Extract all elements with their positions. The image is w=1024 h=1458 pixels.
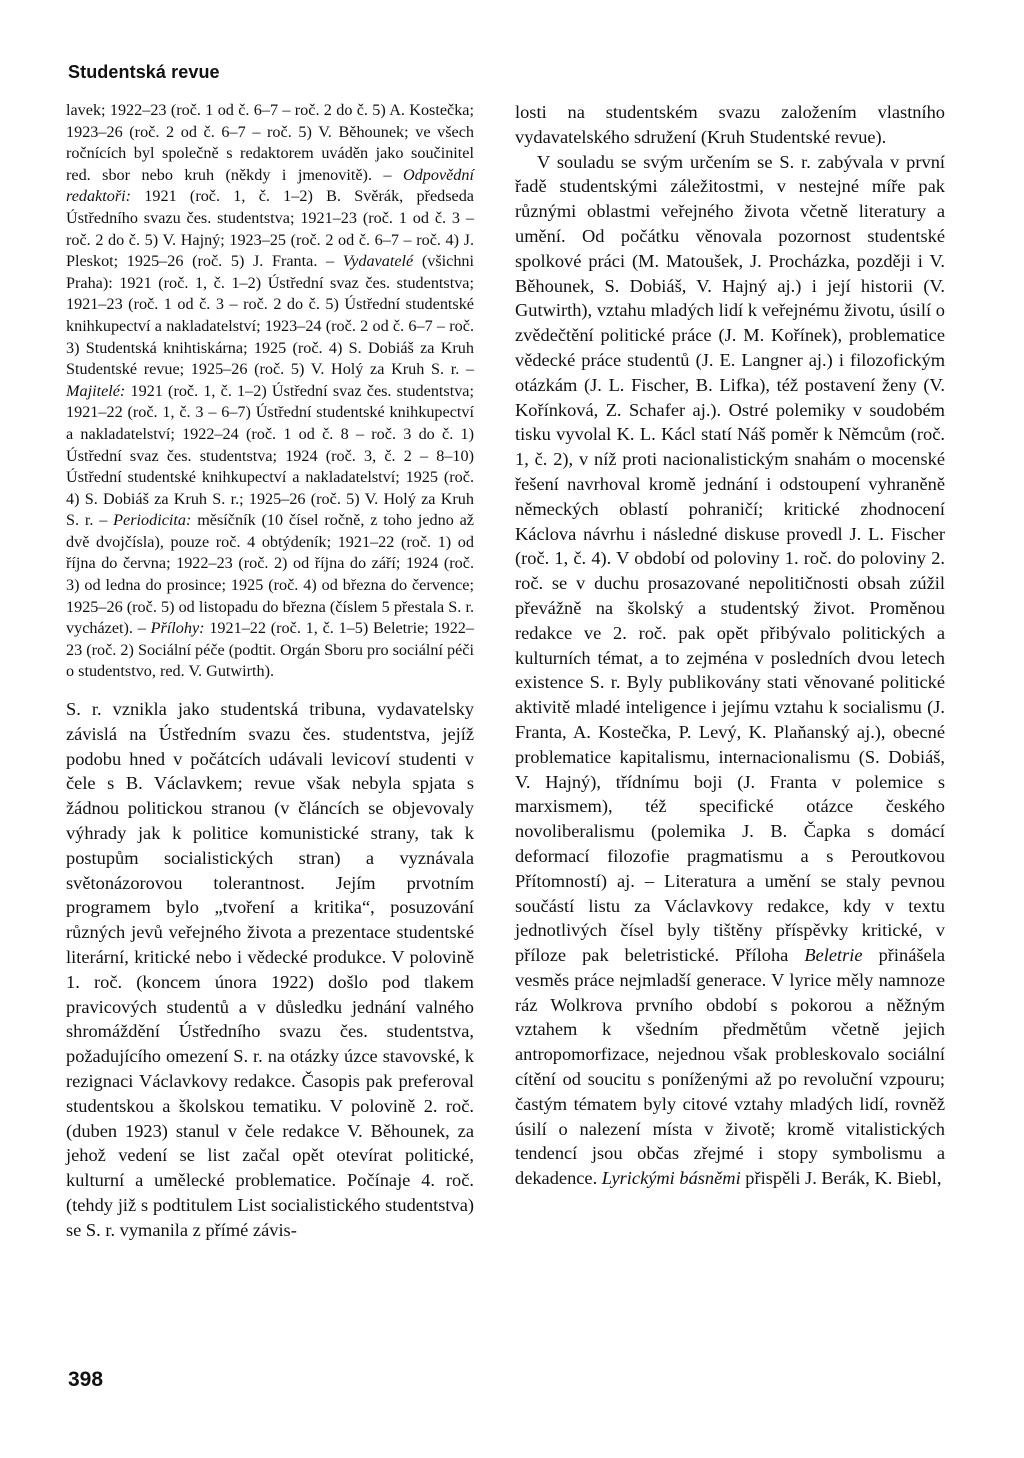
notes-text-1: lavek; 1922–23 (roč. 1 od č. 6–7 – roč. 2 do č. 5) A. Kostečka; 1923–26 (roč. 2 od č. 6–7 – roč. 5) V. Běhounek; ve všech ročnících byl společně s redaktorem uváděn jako součinitel red. sbor nebo kruh (někdy i jmenovitě). – bbox=[66, 101, 474, 184]
italic-lyricke-basne: Lyrickými básněmi bbox=[601, 1168, 741, 1189]
bibliographic-notes bbox=[66, 100, 474, 683]
running-head: Studentská revue bbox=[68, 62, 220, 82]
para-text-a: V souladu se svým určením se S. r. zabývala v první řadě studentskými záležitostmi, v nestejné míře pak různými oblastmi veřejného života včetně literatury a umění. Od počátku věnovala pozornost studentské spolkové práci (M. Matoušek, J. Procházka, později i V. Běhounek, S. Dobiáš, V. Hajný aj.) i její historii (V. Gutwirth), vztahu mladých lidí k veřejnému životu, úsilí o zvědečtění politické práce (J. M. Kořínek), problematice vědecké práce studentů (J. E. Langner aj.) i filozofickým otázkám (J. L. Fischer, B. Lifka), též postavení ženy (V. Kořínková, Z. Schafer aj.). Ostré polemiky v soudobém tisku vyvolal K. L. Kácl statí Náš poměr k Němcům (roč. 1, č. 2), v níž proti nacionalistickým snahám o mocenské řešení navrhoval kromě jednání i odstoupení vyhraněně německých oblastí pohraničí; kritické zhodnocení Káclova návrhu i následné diskuse provedl J. L. Fischer (roč. 1, č. 4). V období od poloviny 1. roč. do poloviny 2. roč. se v duchu prosazované nepolitičnosti obsah zúžil převážně na školský a studentský život. Proměnou redakce ve 2. roč. pak opět přibývalo politických a kulturních témat, a to zejména v posledních dvou letech existence S. r. Byly publikovány stati věnované politické aktivitě mladé inteligence i jejímu vztahu k socialismu (J. Franta, A. Kostečka, P. Levý, K. Plaňanský aj.), obecné problematice kapitalismu, internacionalismu (S. Dobiáš, V. Hajný), třídnímu boji (J. Franta v polemice s marxismem), též specifické otázce českého novoliberalismu (polemika J. B. Čapka s domácí deformací filozofie pragmatismu a s Peroutkovou Přítomností) aj. – Literatura a umění se staly pevnou součástí listu za Václavkovy redakce, kdy v textu jednotlivých čísel byly tištěny příspěvky kritické, v příloze pak beletristické. Příloha bbox=[515, 151, 945, 966]
notes-text-6: 1921–22 (roč. 1, č. 1–5) Beletrie; 1922–23 (roč. 2) Sociální péče (podtit. Orgán Sboru pro sociální péči o studentstvo, red. V. Gutwirth). bbox=[66, 619, 474, 681]
notes-text-5: měsíčník (10 čísel ročně, z toho jedno až dvě dvojčísla), pouze roč. 4 obtýdeník; 1921–22 (roč. 1) od října do června; 1922–23 (roč. 2) od října do září; 1924 (roč. 3) od ledna do prosince; 1925 (roč. 4) od března do července; 1925–26 (roč. 5) od listopadu do března (číslem 5 přestala S. r. vycházet). – bbox=[66, 511, 474, 638]
para-text-b: přinášela vesměs práce nejmladší generace. V lyrice měly namnoze ráz Wolkrova prvního období s pokorou a něžným vztahem k všedním předmětům včetně jejich antropomorfizace, nejednou však probleskovalo sociální cítění od soucitu s poníženými až po revoluční vzpouru; častým tématem byly citové vztahy mladých lidí, rovněž úsilí o nalezení místa v životě; kromě vitalistických tendencí jsou občas zřejmé i stopy symbolismu a dekadence. bbox=[515, 945, 945, 1189]
notes-label-editors: Odpovědní redaktoři: bbox=[66, 165, 474, 206]
notes-label-periodicity: Periodicita: bbox=[113, 511, 192, 530]
notes-text-3: (všichni Praha): 1921 (roč. 1, č. 1–2) Ústřední svaz čes. studentstva; 1921–23 (roč. 1 od č. 3 – roč. 2 do č. 5) Ústřední studentské knihkupectví a nakladatelství; 1923–24 (roč. 2 od č. 6–7 – roč. 3) Studentská knihtiskárna; 1925 (roč. 4) S. Dobiáš za Kruh Studentské revue; 1925–26 (roč. 5) V. Holý za Kruh S. r. – bbox=[66, 252, 474, 379]
right-column bbox=[515, 100, 945, 1191]
notes-label-supplements: Přílohy: bbox=[150, 619, 205, 638]
notes-label-publishers: Vydavatelé bbox=[342, 252, 414, 271]
para-text-c: přispěli J. Berák, K. Biebl, bbox=[740, 1168, 942, 1189]
left-column bbox=[66, 100, 474, 1243]
notes-text-2: 1921 (roč. 1, č. 1–2) B. Svěrák, předseda Ústředního svazu čes. studentstva; 1921–23 (roč. 1 od č. 3 – roč. 2 do č. 5) V. Hajný; 1923–25 (roč. 2 od č. 6–7 – roč. 4) J. Pleskot; 1925–26 (roč. 5) J. Franta. – bbox=[66, 187, 474, 271]
notes-text-4: 1921 (roč. 1, č. 1–2) Ústřední svaz čes. studentstva; 1921–22 (roč. 1, č. 3 – 6–7) Ústřední studentské knihkupectví a nakladatelství; 1922–24 (roč. 1 od č. 8 – roč. 3 do č. 1) Ústřední svaz čes. studentstva; 1924 (roč. 3, č. 2 – 8–10) Ústřední studentské knihkupectví a nakladatelství; 1925 (roč. 4) S. Dobiáš za Kruh S. r.; 1925–26 (roč. 5) V. Holý za Kruh S. r. – bbox=[66, 381, 474, 530]
body-paragraph-right bbox=[515, 150, 945, 1191]
body-paragraph-continuation: losti na studentském svazu založením vlastního vydavatelského sdružení (Kruh Studentské revue). bbox=[515, 102, 945, 147]
italic-beletrie: Beletrie bbox=[804, 945, 863, 966]
page-number: 398 bbox=[68, 1368, 104, 1391]
body-paragraph-left: S. r. vznikla jako studentská tribuna, vydavatelsky závislá na Ústředním svazu čes. studentstva, jejíž podobu hned v počátcích udávali levicoví studenti v čele s B. Václavkem; revue však nebyla spjata s žádnou politickou stranou (v článcích se objevovaly výhrady jak k politice komunistické strany, tak k postupům socialistických stran) a vyznávala světonázorovou tolerantnost. Jejím prvotním programem bylo „tvoření a kritika“, posuzování různých jevů veřejného života a prezentace studentské literární, kritické nebo i vědecké produkce. V polovině 1. roč. (koncem února 1922) došlo pod tlakem pravicových studentů a v důsledku jednání valného shromáždění Ústředního svazu čes. studentstva, požadujícího omezení S. r. na otázky úzce stavovské, k rezignaci Václavkovy redakce. Časopis pak preferoval studentskou a školskou tematiku. V polovině 2. roč. (duben 1923) stanul v čele redakce V. Běhounek, za jehož vedení se list začal opět otevírat politické, kulturní a umělecké problematice. Počínaje 4. roč. (tehdy již s podtitulem List socialistického studentstva) se S. r. vymanila z přímé závis- bbox=[66, 699, 474, 1240]
notes-label-owners: Majitelé: bbox=[66, 381, 126, 400]
